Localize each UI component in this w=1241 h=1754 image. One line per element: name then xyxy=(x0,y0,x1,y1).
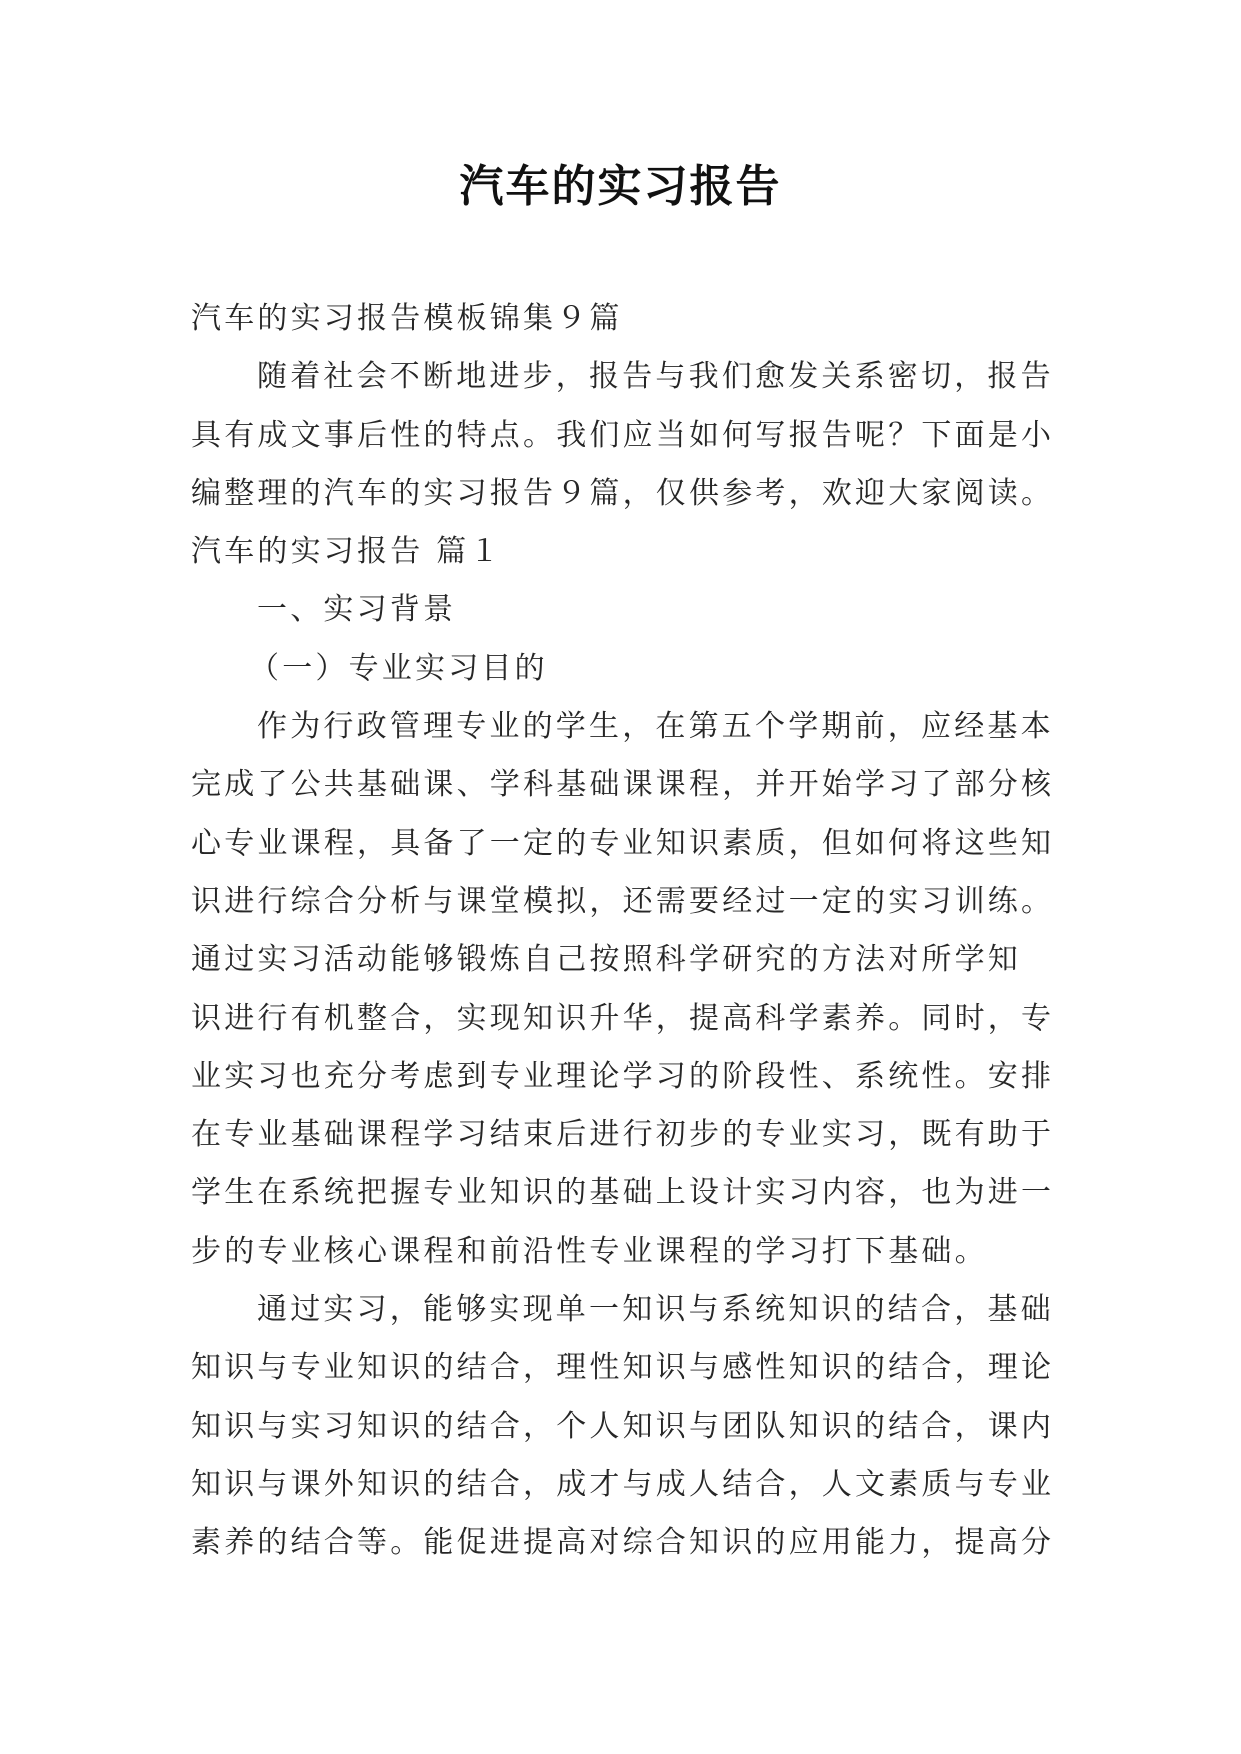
paragraph-line: 完成了公共基础课、学科基础课课程，并开始学习了部分核 xyxy=(191,767,1055,803)
paragraph-line: 学生在系统把握专业知识的基础上设计实习内容，也为进一 xyxy=(191,1175,1055,1211)
paragraph-line: 业实习也充分考虑到专业理论学习的阶段性、系统性。安排 xyxy=(191,1058,1055,1094)
paragraph-line: 知识与专业知识的结合，理性知识与感性知识的结合，理论 xyxy=(191,1350,1055,1386)
subtitle-line: 汽车的实习报告模板锦集９篇 xyxy=(191,301,623,336)
paragraph-line: 随着社会不断地进步，报告与我们愈发关系密切，报告 xyxy=(257,359,1054,395)
section-heading: 汽车的实习报告 篇１ xyxy=(191,534,503,570)
paragraph-line: 编整理的汽车的实习报告９篇，仅供参考，欢迎大家阅读。 xyxy=(191,475,1055,511)
paragraph-line: 通过实习活动能够锻炼自己按照科学研究的方法对所学知 xyxy=(191,942,1021,978)
paragraph-line: 素养的结合等。能促进提高对综合知识的应用能力，提高分 xyxy=(191,1525,1055,1561)
document-title: 汽车的实习报告 xyxy=(459,161,782,212)
paragraph-line: 识进行有机整合，实现知识升华，提高科学素养。同时，专 xyxy=(191,1000,1055,1036)
heading-level-2: （一）专业实习目的 xyxy=(249,650,548,686)
heading-level-1: 一、实习背景 xyxy=(257,592,457,628)
paragraph-line: 步的专业核心课程和前沿性专业课程的学习打下基础。 xyxy=(191,1233,988,1269)
paragraph-line: 识进行综合分析与课堂模拟，还需要经过一定的实习训练。 xyxy=(191,883,1055,919)
paragraph-line: 知识与实习知识的结合，个人知识与团队知识的结合，课内 xyxy=(191,1408,1055,1444)
paragraph-line: 心专业课程，具备了一定的专业知识素质，但如何将这些知 xyxy=(191,825,1055,861)
paragraph-line: 通过实习，能够实现单一知识与系统知识的结合，基础 xyxy=(257,1292,1054,1328)
document-body xyxy=(191,290,1061,1573)
paragraph-line: 知识与课外知识的结合，成才与成人结合，人文素质与专业 xyxy=(191,1466,1055,1502)
paragraph-line: 在专业基础课程学习结束后进行初步的专业实习，既有助于 xyxy=(191,1117,1055,1153)
paragraph-line: 作为行政管理专业的学生，在第五个学期前，应经基本 xyxy=(257,709,1054,745)
paragraph-line: 具有成文事后性的特点。我们应当如何写报告呢？下面是小 xyxy=(191,417,1055,453)
